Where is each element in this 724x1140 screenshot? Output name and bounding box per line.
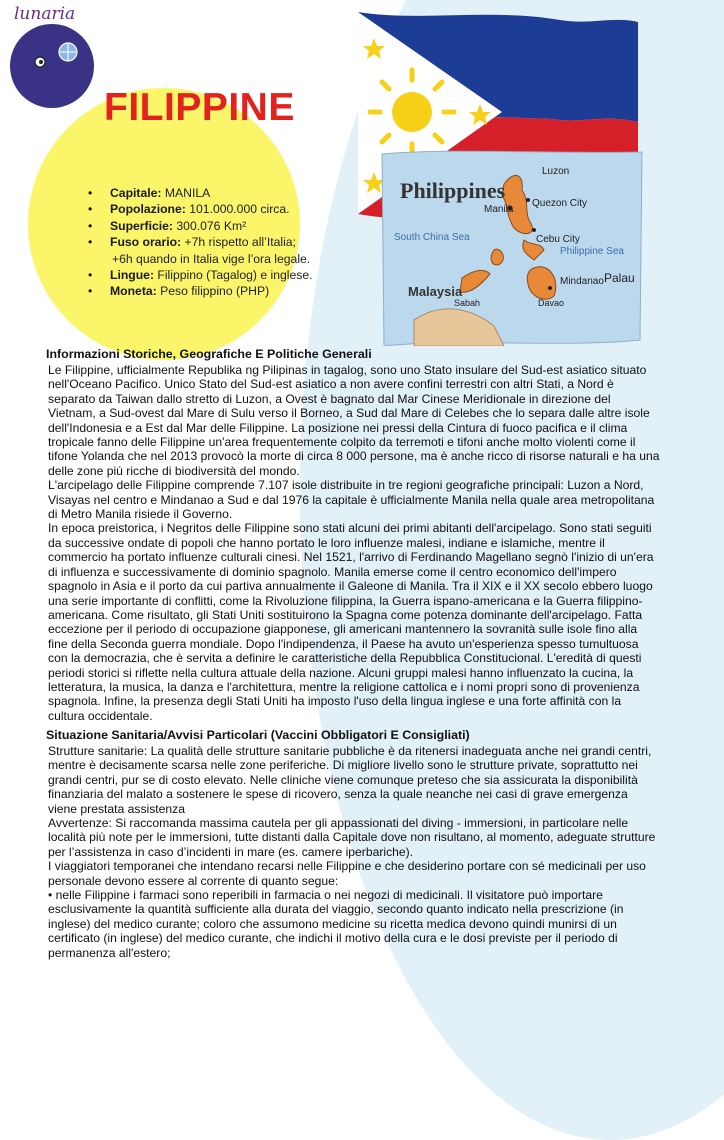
- map-label-malaysia: Malaysia: [408, 284, 463, 299]
- bullet-icon: •: [88, 284, 93, 299]
- paragraph: Le Filippine, ufficialmente Republika ng Pilipinas in tagalog, sono uno Stato insulare del Sud-est asiatico situato nell'Oceano Pacifico. Unico Stato del Sud-est asiatico a non avere confini terrestri con altri Stati, a Nord è separato da Taiwan dallo stretto di Luzon, a Ovest è bagnato dal Mar Cinese Meridionale in direzione del Vietnam, a Sud-ovest dal Mare di Sulu verso il Borneo, a Sud dal Mare di Celebes che lo separa dalle altre isole dell'Indonesia e a Est dal Mar delle Filippine. La posizione nei pressi della Cintura di fuoco pacifica e il clima tropicale fanno delle Filippine un'area frequentemente colpito da terremoti e tifoni anche molto violenti come il tifone Yolanda che nel 2013 provocò la morte di circa 8 000 persone, ma è anche ricco di risorse naturali e ha una delle zone più ricche di biodiversità del mondo.: [48, 363, 660, 478]
- section-health-heading: Situazione Sanitaria/Avvisi Particolari (Vaccini Obbligatori E Consigliati): [46, 728, 470, 742]
- fact-languages: • Lingue: Filippino (Tagalog) e inglese.: [88, 268, 313, 283]
- bullet-icon: •: [88, 186, 93, 200]
- bullet-icon: •: [88, 218, 93, 233]
- map-label-mindanao: Mindanao: [560, 276, 604, 287]
- section-history-heading: Informazioni Storiche, Geografiche E Politiche Generali: [46, 347, 372, 361]
- map-label-south-china-sea: South China Sea: [394, 232, 470, 243]
- bullet-icon: •: [88, 268, 93, 283]
- fact-timezone: • Fuso orario: +7h rispetto all’Italia; +6h quando in Italia vige l’ora legale.: [88, 235, 311, 266]
- paragraph: I viaggiatori temporanei che intendano recarsi nelle Filippine e che desiderino portare con sé medicinali per uso personale devono essere al corrente di quanto segue:: [48, 859, 646, 888]
- map-label-palau: Palau: [604, 271, 635, 285]
- map-label-luzon: Luzon: [542, 166, 570, 177]
- map-label-quezon: Quezon City: [532, 198, 588, 209]
- page-title: FILIPPINE: [104, 86, 295, 129]
- map-label-philippine-sea: Philippine Sea: [560, 246, 624, 257]
- paragraph: In epoca preistorica, i Negritos delle Filippine sono stati alcuni dei primi abitanti dell'arcipelago. Sono stati seguiti da successive ondate di popoli che hanno portato le loro influenze malesi, indiane e islamiche, mentre il commercio ha portato influenze culturali cinesi. Nel 1521, l'arrivo di Ferdinando Magellano segnò l'inizio di un'era di influenza e successivamente di dominio spagnolo. Manila emerse come il centro economico dell'impero spagnolo in Asia e il porto da cui partiva annualmente il Galeone di Manila. Tra il XIX e il XX secolo ebbero luogo una serie importante di conflitti, come la Rivoluzione filippina, la Guerra ispano-americana e la Guerra filippino-americana. Come risultato, gli Stati Uniti sostituirono la Spagna come potenza dominante dell'arcipelago. Fatta eccezione per il periodo di occupazione giapponese, gli americani mantennero la sovranità sulle isole fino alla fine della Seconda guerra mondiale. Dopo l'indipendenza, il Paese ha avuto un'esperienza spesso tumultuosa con la democrazia, che è servita a definire le caratteristiche della Repubblica Constitucional. L'eredità di questi periodi storici si riflette nella cultura attuale della nazione. Alcuni gruppi malesi hanno influenzato la cucina, la letteratura, la musica, la danza e l'architettura, mentre la religione cattolica e i nomi propri sono di provenienza spagnola. Infine, la presenza degli Stati Uniti ha imposto l'uso della lingua inglese e una forte affinità con la cultura occidentale.: [48, 521, 654, 723]
- section-health-body: [48, 744, 660, 960]
- bullet-icon: •: [88, 202, 93, 217]
- logo-text: lunaria: [14, 4, 76, 24]
- paragraph: Strutture sanitarie: La qualità delle strutture sanitarie pubbliche è da ritenersi inadeguata anche nei grandi centri, mentre è decisamente scarsa nelle zone periferiche. Di migliore livello sono le strutture private, soprattutto nei grandi centri, pur se di costo elevato. Nelle cliniche viene comunque preteso che sia assicurata la disponibilità finanziaria del malato a sostenere le spese di ricovero, senza la quale neanche nei casi di grave emergenza viene prestata assistenza: [48, 744, 652, 816]
- moon-mascot-icon: [10, 24, 94, 108]
- section-history-body: [48, 363, 660, 723]
- bullet-icon: •: [88, 235, 93, 250]
- philippines-map: [374, 150, 646, 346]
- map-label-cebu: Cebu City: [536, 234, 580, 245]
- lunaria-logo: [8, 4, 94, 108]
- fact-currency: • Moneta: Peso filippino (PHP): [88, 284, 270, 299]
- facts-list: [88, 185, 348, 300]
- paragraph: L'arcipelago delle Filippine comprende 7.107 isole distribuite in tre regioni geografiche principali: Luzon a Nord, Visayas nel centro e Mindanao a Sud e dal 1976 la capitale è ufficialmente Manila nella quale area metropolitana di Metro Manila risiede il Governo.: [48, 478, 655, 522]
- paragraph: Avvertenze: Si raccomanda massima cautela per gli appassionati del diving - immersioni, in particolare nelle località più note per le immersioni, tutte distanti dalla Capitale dove non risultano, al momento, adeguate strutture per l’assistenza in caso d’incidenti in mare (es. camere iperbariche).: [48, 816, 656, 859]
- fact-surface: • Superficie: 300.076 Km²: [88, 218, 247, 233]
- map-label-country: Philippines: [400, 178, 506, 203]
- paragraph: • nelle Filippine i farmaci sono reperibili in farmacia o nei negozi di medicinali. Il visitatore può importare esclusivamente la quantità sufficiente alla durata del viaggio, secondo quanto indicato nella prescrizione (in inglese) del medico curante; coloro che assumono medicine su ricetta medica devono quindi munirsi di un certificato (in inglese) del medico curante, che indichi il motivo della cura e le dosi previste per il periodo di permanenza all'estero;: [48, 888, 624, 960]
- map-label-sabah: Sabah: [454, 298, 481, 308]
- map-label-manila: Manila: [484, 204, 514, 215]
- map-label-davao: Davao: [538, 298, 565, 308]
- fact-population: • Popolazione: 101.000.000 circa.: [88, 202, 290, 217]
- fact-capital: • Capitale: MANILA: [88, 186, 211, 200]
